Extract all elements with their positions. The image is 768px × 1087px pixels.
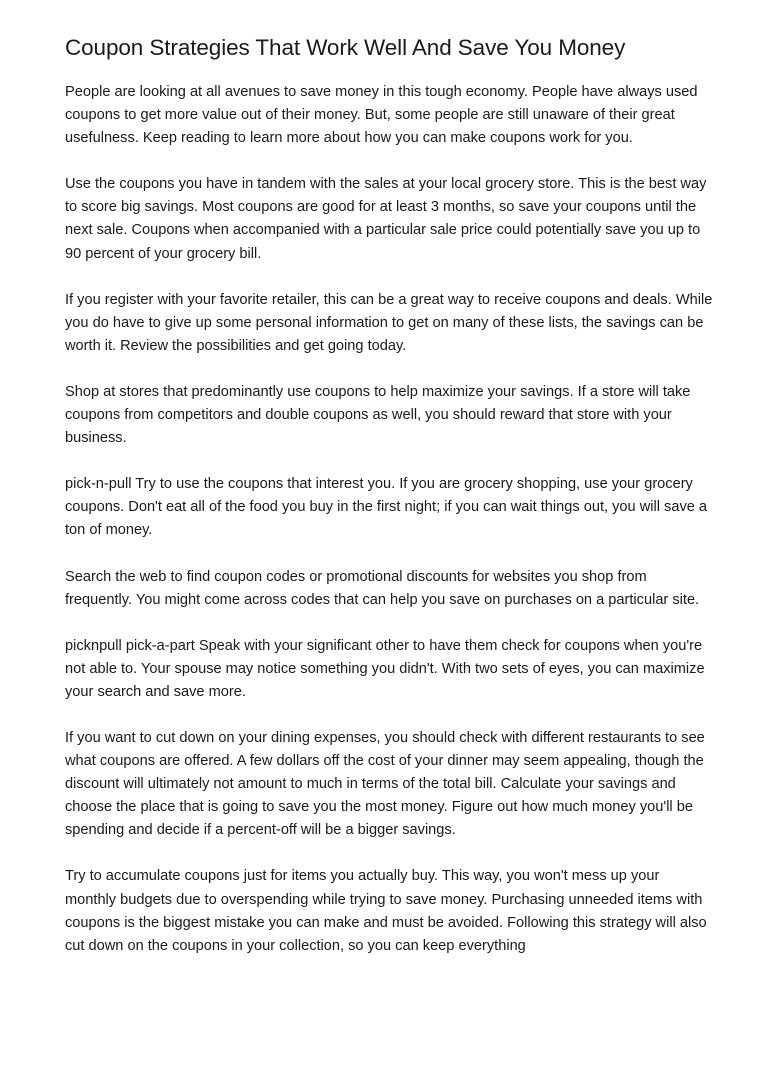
paragraph: pick-n-pull Try to use the coupons that interest you. If you are grocery shopping, use your grocery coupons. Don't eat all of the food you buy in the first night; if you can wait things out, you will save a ton of money. [65, 476, 708, 539]
paragraph: If you want to cut down on your dining expenses, you should check with different restaurants to see what coupons are offered. A few dollars off the cost of your dinner may seem appealing, though the discount will ultimately not amount to much in terms of the total bill. Calculate your savings and choose the place that is going to save you the most money. Figure out how much money you'll be spending and decide if a percent-off will be a bigger savings. [65, 729, 705, 839]
paragraph: If you register with your favorite retailer, this can be a great way to receive coupons and deals. While you do have to give up some personal information to get on many of these lists, the savings can be worth it. Review the possibilities and get going today. [65, 291, 713, 354]
paragraph: Try to accumulate coupons just for items you actually buy. This way, you won't mess up your monthly budgets due to overspending while trying to save money. Purchasing unneeded items with coupons is the biggest mistake you can make and must be avoided. Following this strategy will also cut down on the coupons in your collection, so you can keep everything [65, 868, 707, 954]
paragraph: picknpull pick-a-part Speak with your significant other to have them check for coupons when you're not able to. Your spouse may notice something you didn't. With two sets of eyes, you can maximize your search and save more. [65, 637, 705, 700]
document-page [65, 33, 713, 958]
paragraph: Search the web to find coupon codes or promotional discounts for websites you shop from frequently. You might come across codes that can help you save on purchases on a particular site. [65, 568, 700, 608]
paragraph: People are looking at all avenues to save money in this tough economy. People have always used coupons to get more value out of their money. But, some people are still unaware of their great usefulness. Keep reading to learn more about how you can make coupons work for you. [65, 84, 698, 147]
paragraph: Shop at stores that predominantly use coupons to help maximize your savings. If a store will take coupons from competitors and double coupons as well, you should reward that store with your business. [65, 383, 691, 447]
document-title: Coupon Strategies That Work Well And Save You Money [65, 35, 626, 60]
paragraph: Use the coupons you have in tandem with the sales at your local grocery store. This is the best way to score big savings. Most coupons are good for at least 3 months, so save your coupons until the next sale. Coupons when accompanied with a particular sale price could potentially save you up to 90 percent of your grocery bill. [65, 176, 707, 262]
